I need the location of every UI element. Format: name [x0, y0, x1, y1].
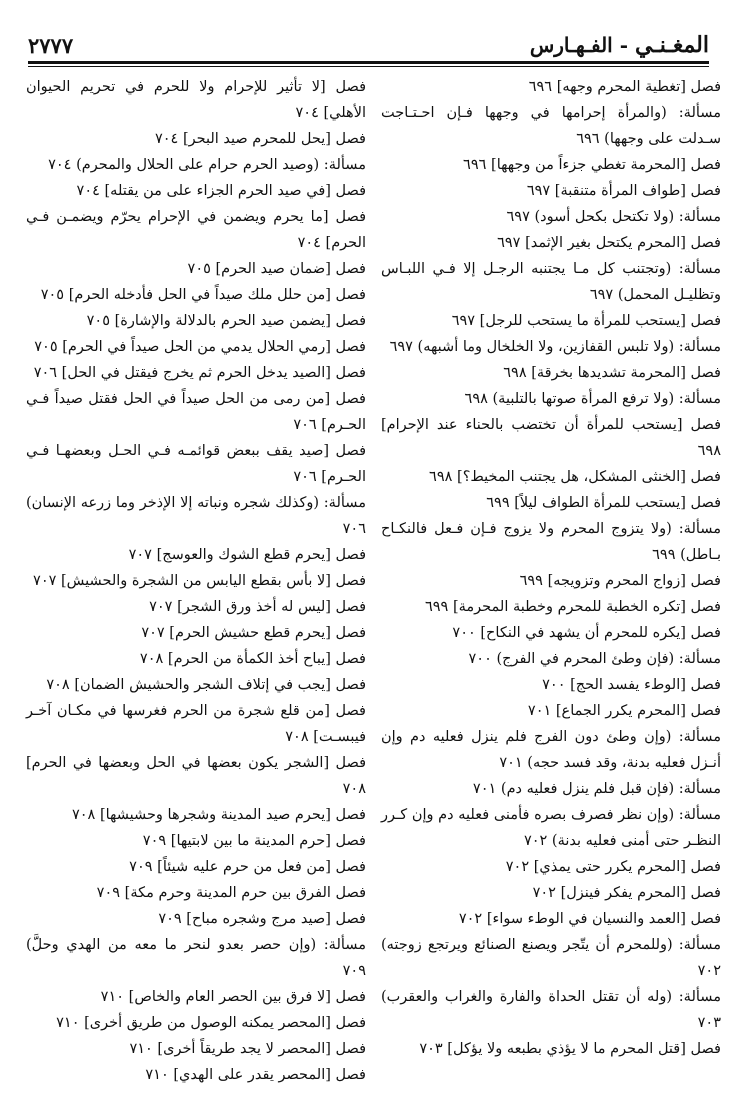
index-entry: مسألة: (فإن وطئ المحرم في الفرج) ٧٠٠ [468, 651, 721, 667]
index-entry: فصل [المحرم يكرر الجماع] ٧٠١ [527, 703, 721, 719]
index-entry: فصل [يستحب للمرأة أن تختضب بالحناء عند الإحرام] ٦٩٨ [381, 417, 721, 459]
index-entry: فصل [قتل المحرم ما لا يؤذي بطبعه ولا يؤكل] ٧٠٣ [419, 1041, 721, 1057]
index-entry: فصل [يضمن صيد الحرم بالدلالة والإشارة] ٧٠٥ [86, 313, 366, 329]
title-separator: - [619, 33, 629, 57]
index-entry: فصل [الصيد يدخل الحرم ثم يخرج فيقتل في الحل] ٧٠٦ [33, 365, 366, 381]
index-entry: مسألة: (وله أن تقتل الحداة والفارة والغراب والعقرب) ٧٠٣ [381, 989, 721, 1031]
index-entry: فصل [ليس له أخذ ورق الشجر] ٧٠٧ [149, 599, 366, 615]
index-entry: مسألة: (والمرأة إحرامها في وجهها فـإن احـتـاجت سـدلت على وجهها) ٦٩٦ [381, 105, 721, 147]
index-entry: فصل [يحرم صيد المدينة وشجرها وحشيشها] ٧٠٨ [71, 807, 366, 823]
index-entry: فصل [لا فرق بين الحصر العام والخاص] ٧١٠ [100, 989, 366, 1005]
index-entry: فصل [ضمان صيد الحرم] ٧٠٥ [187, 261, 366, 277]
index-entry: فصل [تغطية المحرم وجهه] ٦٩٦ [528, 79, 721, 95]
index-entry: فصل [المحرم يفكر فينزل] ٧٠٢ [532, 885, 721, 901]
book-title: المغـنـي [634, 32, 709, 58]
index-entry: فصل [المحرم يكتحل بغير الإثمد] ٦٩٧ [497, 235, 721, 251]
index-entry: فصل [يحل للمحرم صيد البحر] ٧٠٤ [154, 131, 366, 147]
index-entry: فصل [يستحب للمرأة الطواف ليلاً] ٦٩٩ [486, 495, 721, 511]
index-entry: فصل [المحرمة تغطي جزءاً من وجهها] ٦٩٦ [463, 157, 721, 173]
index-entry: فصل [المحصر لا يجد طريقاً أخرى] ٧١٠ [129, 1041, 366, 1057]
index-entry: مسألة: (وإن نظر فصرف بصره فأمنى فعليه دم وإن كـرر النظـر حتى أمنى فعليه بدنة) ٧٠٢ [381, 807, 721, 849]
index-entry: فصل [يكره للمحرم أن يشهد في النكاح] ٧٠٠ [452, 625, 721, 641]
running-head [530, 32, 709, 58]
index-entry: مسألة: (وإن وطئ دون الفرج فلم ينزل فعليه دم وإن أنـزل فعليه بدنة، وقد فسد حجه) ٧٠١ [381, 729, 721, 771]
index-entry: فصل [الشجر يكون بعضها في الحل وبعضها في الحرم] ٧٠٨ [26, 755, 366, 797]
index-entry: فصل [طواف المرأة متنقبة] ٦٩٧ [526, 183, 721, 199]
index-entry: مسألة: (ولا يتزوج المحرم ولا يزوج فـإن فـعل فالنكـاح بـاطل) ٦٩٩ [381, 521, 721, 563]
index-entry: فصل [لا تأثير للإحرام ولا للحرم في تحريم الحيوان الأهلي] ٧٠٤ [26, 79, 366, 121]
index-entry: فصل [العمد والنسيان في الوطء سواء] ٧٠٢ [458, 911, 721, 927]
index-entry: فصل [زواج المحرم وتزويجه] ٦٩٩ [519, 573, 721, 589]
index-entry: مسألة: (ولا ترفع المرأة صوتها بالتلبية) ٦٩٨ [464, 391, 721, 407]
left-column [26, 74, 366, 1088]
index-entry: مسألة: (وإن حصر بعدو لنحر ما معه من الهدي وحلَّ) ٧٠٩ [26, 937, 366, 979]
index-entry: مسألة: (ولا تلبس القفازين، ولا الخلخال وما أشبهه) ٦٩٧ [389, 339, 721, 355]
index-entry: فصل [الخنثى المشكل، هل يجتنب المخيط؟] ٦٩٨ [429, 469, 721, 485]
index-entry: مسألة: (وكذلك شجره ونباته إلا الإذخر وما زرعه الإنسان) ٧٠٦ [26, 495, 366, 537]
index-entry: فصل [من رمى من الحل صيداً في الحل فقتل صيداً فـي الحـرم] ٧٠٦ [26, 391, 366, 433]
index-entry: فصل [يجب في إتلاف الشجر والحشيش الضمان] ٧٠٨ [46, 677, 366, 693]
index-entry: فصل [المحرمة تشديدها بخرقة] ٦٩٨ [503, 365, 721, 381]
header-rule [28, 61, 709, 67]
section-title: الفـهـارس [529, 33, 613, 57]
page-header [28, 28, 709, 58]
index-entry: فصل [لا بأس بقطع اليابس من الشجرة والحشيش] ٧٠٧ [33, 573, 366, 589]
index-entry: فصل [يحرم قطع حشيش الحرم] ٧٠٧ [141, 625, 366, 641]
index-entry: فصل [من قلع شجرة من الحرم فغرسها في مكـان آخـر فيبسـت] ٧٠٨ [26, 703, 366, 745]
index-entry: فصل الفرق بين حرم المدينة وحرم مكة] ٧٠٩ [96, 885, 366, 901]
index-entry: فصل [من فعل من حرم عليه شيئاً] ٧٠٩ [129, 859, 366, 875]
index-entry: فصل [في صيد الحرم الجزاء على من يقتله] ٧٠٤ [76, 183, 366, 199]
index-entry: مسألة: (وللمحرم أن يتّجر ويصنع الصنائع ويرتجع زوجته) ٧٠٢ [381, 937, 721, 979]
index-entry: مسألة: (ولا تكتحل بكحل أسود) ٦٩٧ [506, 209, 721, 225]
index-entry: فصل [تكره الخطبة للمحرم وخطبة المحرمة] ٦٩٩ [424, 599, 721, 615]
index-entry: فصل [صيد مرج وشجره مباح] ٧٠٩ [158, 911, 366, 927]
index-entry: مسألة: (وتجتنب كل مـا يجتنبه الرجـل إلا فـي اللبـاس وتظليـل المحمل) ٦٩٧ [381, 261, 721, 303]
index-entry: فصل [حرم المدينة ما بين لابتيها] ٧٠٩ [142, 833, 366, 849]
index-entry: فصل [المحرم يكرر حتى يمذي] ٧٠٢ [505, 859, 721, 875]
index-entry: فصل [المحصر يمكنه الوصول من طريق أخرى] ٧١٠ [56, 1015, 366, 1031]
index-entry: فصل [الوطء يفسد الحج] ٧٠٠ [542, 677, 721, 693]
index-entry: فصل [من حلل ملك صيداً في الحل فأدخله الحرم] ٧٠٥ [40, 287, 366, 303]
index-entry: فصل [ما يحرم ويضمن في الإحرام يحرّم ويضمـن فـي الحرم] ٧٠٤ [26, 209, 366, 251]
index-entry: فصل [رمي الحلال يدمي من الحل صيداً في الحرم] ٧٠٥ [34, 339, 366, 355]
right-column [381, 74, 721, 1062]
index-entry: مسألة: (فإن قبل فلم ينزل فعليه دم) ٧٠١ [472, 781, 721, 797]
index-entry: فصل [يستحب للمرأة ما يستحب للرجل] ٦٩٧ [451, 313, 721, 329]
page-number: ٢٧٧٧ [28, 33, 74, 58]
index-entry: فصل [يحرم قطع الشوك والعوسج] ٧٠٧ [128, 547, 366, 563]
index-entry: فصل [يباح أخذ الكمأة من الحرم] ٧٠٨ [139, 651, 366, 667]
index-entry: فصل [صيد يقف ببعض قوائمـه فـي الحـل وبعضهـا فـي الحـرم] ٧٠٦ [26, 443, 366, 485]
index-entry: مسألة: (وصيد الحرم حرام على الحلال والمحرم) ٧٠٤ [48, 157, 366, 173]
index-entry: فصل [المحصر يقدر على الهدي] ٧١٠ [145, 1067, 366, 1083]
